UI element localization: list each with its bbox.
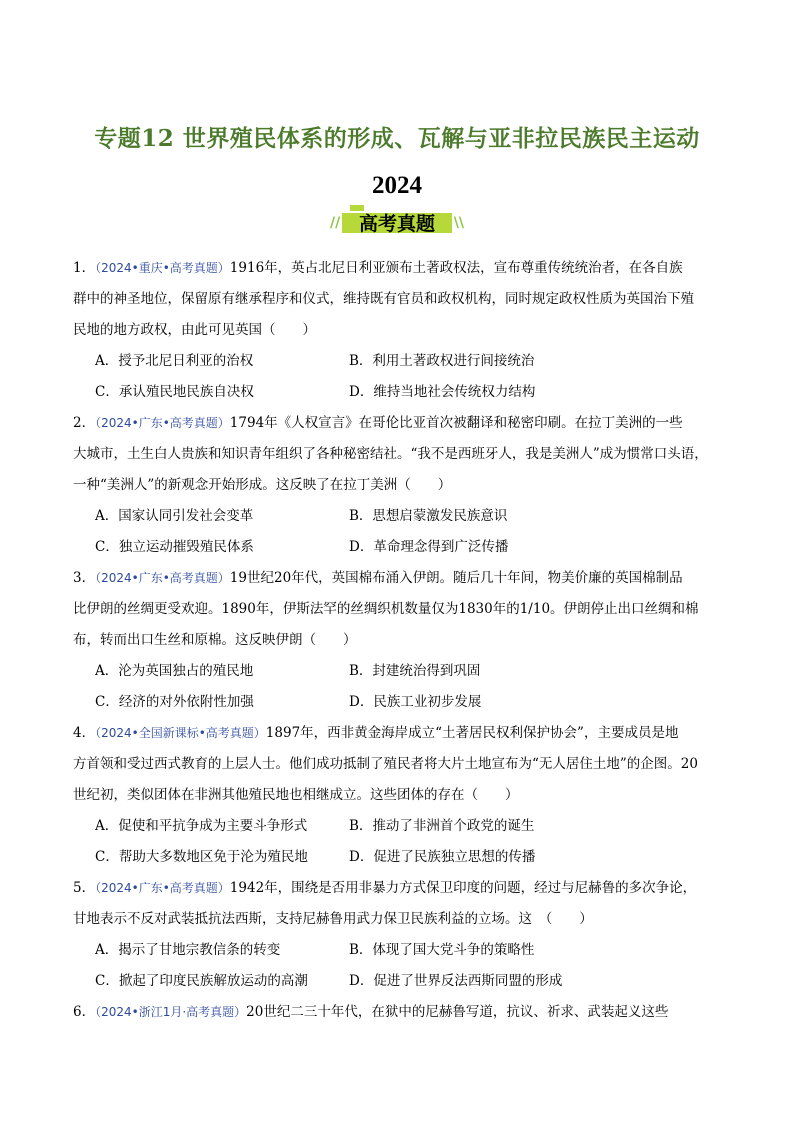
section-label: 高考真题	[358, 213, 435, 235]
answer-option[interactable]: A．沦为英国独占的殖民地	[95, 663, 254, 679]
answer-option[interactable]: C．帮助大多数地区免于沦为殖民地	[95, 849, 308, 865]
answer-options	[73, 811, 733, 873]
question-3	[73, 563, 733, 718]
answer-option[interactable]: A．促使和平抗争成为主要斗争形式	[95, 818, 308, 834]
question-text-line	[73, 873, 733, 904]
question-text-line	[73, 408, 733, 439]
page-title: 专题12 世界殖民体系的形成、瓦解与亚非拉民族民主运动	[94, 125, 700, 152]
banner-left-slash-icon: //	[330, 215, 341, 231]
question-line-text: 民地的地方政权，由此可见英国（ ）	[73, 322, 316, 338]
answer-option[interactable]: A．授予北尼日利亚的治权	[95, 353, 254, 369]
answer-option[interactable]: A．揭示了甘地宗教信条的转变	[95, 942, 281, 958]
question-source: （2024•广东•高考真题）	[95, 416, 230, 430]
question-number: 4．	[73, 725, 96, 741]
year-heading: 2024	[372, 172, 422, 199]
question-number: 3．	[73, 570, 96, 586]
question-text-line	[73, 718, 733, 749]
question-line-text: 方首领和受过西式教育的上层人士。他们成功抵制了殖民者将大片土地宣布为“无人居住土地”的企图。20	[73, 756, 698, 772]
answer-options	[73, 346, 733, 408]
answer-option[interactable]: D．促进了世界反法西斯同盟的形成	[349, 973, 563, 989]
question-text-line	[73, 284, 733, 315]
question-5	[73, 873, 733, 997]
question-source: （2024•广东•高考真题）	[95, 571, 230, 585]
question-number: 6．	[73, 1004, 96, 1020]
question-text-line	[73, 470, 733, 501]
question-text-line	[73, 253, 733, 284]
question-1	[73, 253, 733, 408]
question-text-line	[73, 594, 733, 625]
section-banner	[330, 205, 464, 237]
answer-option[interactable]: C．掀起了印度民族解放运动的高潮	[95, 973, 308, 989]
question-text-line	[73, 749, 733, 780]
answer-option[interactable]: D．维持当地社会传统权力结构	[349, 384, 536, 400]
answer-option[interactable]: B．推动了非洲首个政党的诞生	[349, 818, 535, 834]
question-text-line	[73, 780, 733, 811]
answer-option[interactable]: C．经济的对外依附性加强	[95, 694, 254, 710]
answer-options	[73, 935, 733, 997]
answer-option[interactable]: C．独立运动摧毁殖民体系	[95, 539, 254, 555]
question-number: 1．	[73, 260, 96, 276]
question-text-line	[73, 439, 733, 470]
answer-option[interactable]: B．思想启蒙激发民族意识	[349, 508, 508, 524]
question-line-text: 一种“美洲人”的新观念开始形成。这反映了在拉丁美洲（ ）	[73, 477, 452, 493]
answer-options	[73, 501, 733, 563]
answer-option[interactable]: B．利用土著政权进行间接统治	[349, 353, 535, 369]
question-2	[73, 408, 733, 563]
question-source: （2024•广东•高考真题）	[95, 881, 230, 895]
question-line-text: 甘地表示不反对武装抵抗法西斯，支持尼赫鲁用武力保卫民族利益的立场。这 （ ）	[73, 911, 593, 927]
question-source: （2024•全国新课标•高考真题）	[95, 726, 266, 740]
answer-option[interactable]: C．承认殖民地民族自决权	[95, 384, 254, 400]
question-line-text: 20世纪二三十年代，在狱中的尼赫鲁写道，抗议、祈求、武装起义这些	[246, 1004, 669, 1020]
question-line-text: 大城市，土生白人贵族和知识青年组织了各种秘密结社。“我不是西班牙人，我是美洲人”成为惯常口头语，	[73, 446, 708, 462]
question-text-line	[73, 997, 733, 1028]
question-text-line	[73, 563, 733, 594]
question-number: 2．	[73, 415, 96, 431]
answer-options	[73, 656, 733, 718]
question-list	[73, 253, 733, 1028]
question-source: （2024•浙江1月·高考真题）	[95, 1005, 247, 1019]
question-line-text: 布，转而出口生丝和原棉。这反映伊朗（ ）	[73, 632, 357, 648]
question-line-text: 1897年，西非黄金海岸成立“土著居民权利保护协会”，主要成员是地	[265, 725, 679, 741]
question-number: 5．	[73, 880, 96, 896]
answer-option[interactable]: B．体现了国大党斗争的策略性	[349, 942, 535, 958]
question-4	[73, 718, 733, 873]
answer-option[interactable]: D．民族工业初步发展	[349, 694, 482, 710]
question-line-text: 世纪初，类似团体在非洲其他殖民地也相继成立。这些团体的存在（ ）	[73, 787, 519, 803]
question-line-text: 1942年，围绕是否用非暴力方式保卫印度的问题，经过与尼赫鲁的多次争论，	[229, 880, 697, 896]
question-line-text: 群中的神圣地位，保留原有继承程序和仪式，维持既有官员和政权机构，同时规定政权性质为英国治下殖	[73, 291, 694, 307]
question-text-line	[73, 625, 733, 656]
question-line-text: 1794年《人权宣言》在哥伦比亚首次被翻译和秘密印刷。在拉丁美洲的一些	[229, 415, 683, 431]
answer-option[interactable]: D．促进了民族独立思想的传播	[349, 849, 536, 865]
question-line-text: 1916年，英占北尼日利亚颁布土著政权法，宣布尊重传统统治者，在各自族	[229, 260, 683, 276]
answer-option[interactable]: A．国家认同引发社会变革	[95, 508, 254, 524]
question-text-line	[73, 315, 733, 346]
answer-option[interactable]: B．封建统治得到巩固	[349, 663, 481, 679]
question-text-line	[73, 904, 733, 935]
question-line-text: 19世纪20年代，英国棉布涌入伊朗。随后几十年间，物美价廉的英国棉制品	[229, 570, 683, 586]
banner-right-slash-icon: \\	[453, 215, 464, 231]
answer-option[interactable]: D．革命理念得到广泛传播	[349, 539, 509, 555]
question-line-text: 比伊朗的丝绸更受欢迎。1890年，伊斯法罕的丝绸织机数量仅为1830年的1/10。伊朗停止出口丝绸和棉	[73, 601, 699, 617]
question-6	[73, 997, 733, 1028]
question-source: （2024•重庆•高考真题）	[95, 261, 230, 275]
